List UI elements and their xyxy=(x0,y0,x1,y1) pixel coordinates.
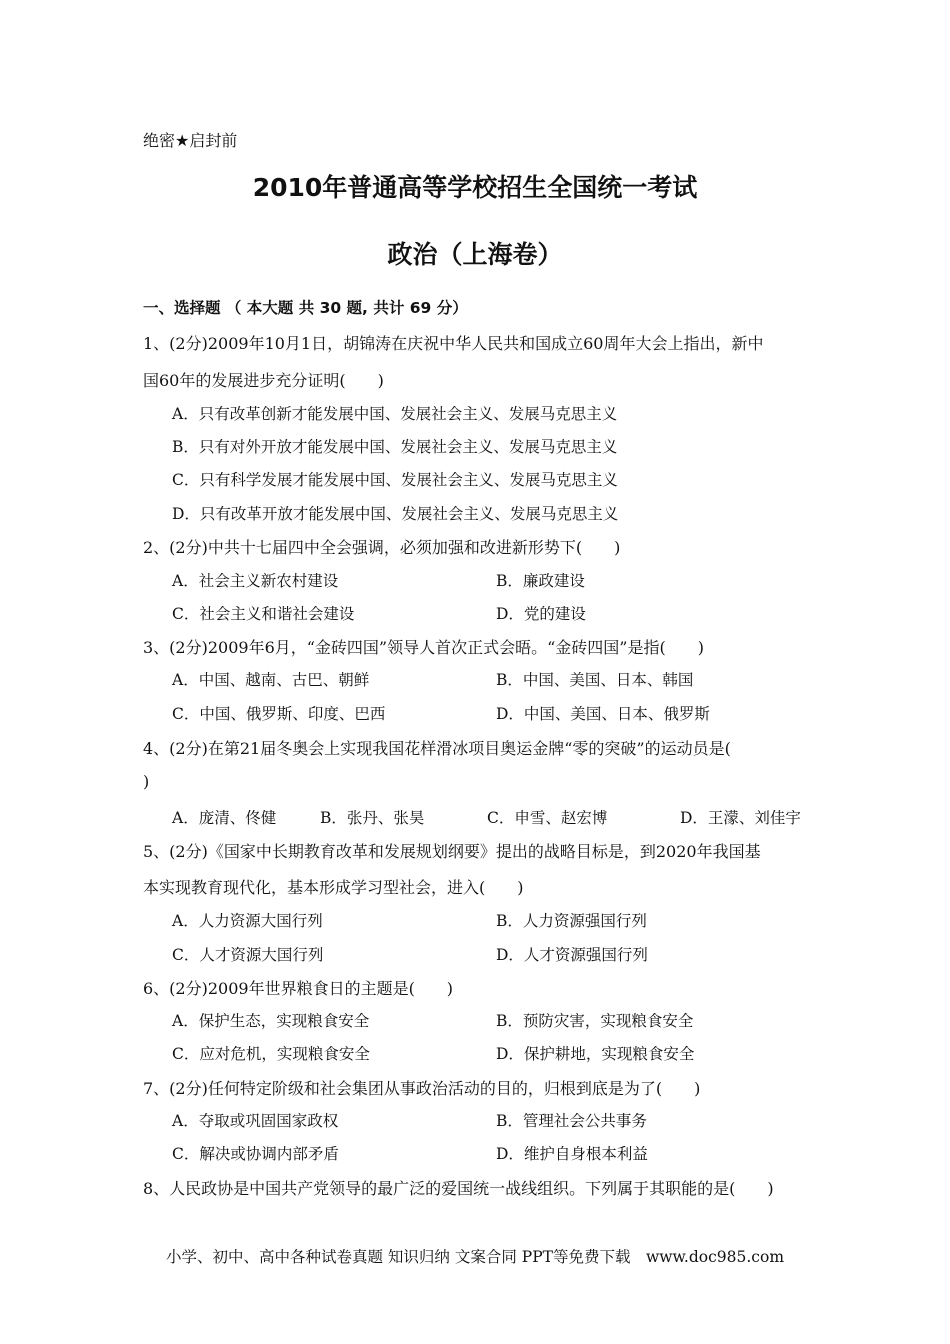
q2-option-b: B．廉政建设 xyxy=(496,572,585,590)
secret-mark: 绝密★启封前 xyxy=(143,131,238,150)
page-footer: 小学、初中、高中各种试卷真题 知识归纳 文案合同 PPT等免费下载 www.doc985.com xyxy=(165,1248,785,1266)
q7-option-b: B．管理社会公共事务 xyxy=(496,1112,647,1130)
section-heading: 一、选择题 （ 本大题 共 30 题, 共计 69 分） xyxy=(143,299,468,317)
q6-option-c: C．应对危机，实现粮食安全 xyxy=(172,1045,370,1063)
q1-option-c: C．只有科学发展才能发展中国、发展社会主义、发展马克思主义 xyxy=(172,471,618,489)
q1-option-a: A．只有改革创新才能发展中国、发展社会主义、发展马克思主义 xyxy=(172,405,618,423)
q1-option-d: D．只有改革开放才能发展中国、发展社会主义、发展马克思主义 xyxy=(172,505,619,523)
q6-option-d: D．保护耕地，实现粮食安全 xyxy=(496,1045,695,1063)
q7-option-c: C．解决或协调内部矛盾 xyxy=(172,1145,339,1163)
question-1-stem: 1、(2分)2009年10月1日，胡锦涛在庆祝中华人民共和国成立60周年大会上指出，新中 xyxy=(143,334,764,353)
q6-option-a: A．保护生态，实现粮食安全 xyxy=(172,1012,370,1030)
q4-option-d: D．王濛、刘佳宇 xyxy=(680,809,801,827)
q3-option-c: C．中国、俄罗斯、印度、巴西 xyxy=(172,705,386,723)
q7-option-d: D．维护自身根本利益 xyxy=(496,1145,648,1163)
question-3-stem: 3、(2分)2009年6月，“金砖四国”领导人首次正式会晤。“金砖四国”是指( ) xyxy=(143,638,704,657)
q6-option-b: B．预防灾害，实现粮食安全 xyxy=(496,1012,694,1030)
q5-option-b: B．人力资源强国行列 xyxy=(496,912,647,930)
q3-option-b: B．中国、美国、日本、韩国 xyxy=(496,671,694,689)
question-4-stem: 4、(2分)在第21届冬奥会上实现我国花样滑冰项目奥运金牌“零的突破”的运动员是( xyxy=(143,739,731,758)
q4-option-b: B．张丹、张昊 xyxy=(320,809,425,827)
question-6-stem: 6、(2分)2009年世界粮食日的主题是( ) xyxy=(143,979,454,998)
q2-option-a: A．社会主义新农村建设 xyxy=(172,572,339,590)
question-1-stem-cont: 国60年的发展进步充分证明( ) xyxy=(143,371,384,390)
question-2-stem: 2、(2分)中共十七届四中全会强调，必须加强和改进新形势下( ) xyxy=(143,538,621,557)
q5-option-c: C．人才资源大国行列 xyxy=(172,946,324,964)
q4-option-a: A．庞清、佟健 xyxy=(172,809,277,827)
q3-option-a: A．中国、越南、古巴、朝鲜 xyxy=(172,671,370,689)
question-8-stem: 8、人民政协是中国共产党领导的最广泛的爱国统一战线组织。下列属于其职能的是( ) xyxy=(143,1179,774,1198)
q4-option-c: C．申雪、赵宏博 xyxy=(487,809,608,827)
q5-option-d: D．人才资源强国行列 xyxy=(496,946,648,964)
question-7-stem: 7、(2分)任何特定阶级和社会集团从事政治活动的目的，归根到底是为了( ) xyxy=(143,1079,701,1098)
question-5-stem-cont: 本实现教育现代化，基本形成学习型社会，进入( ) xyxy=(143,878,524,897)
q1-option-b: B．只有对外开放才能发展中国、发展社会主义、发展马克思主义 xyxy=(172,438,618,456)
q3-option-d: D．中国、美国、日本、俄罗斯 xyxy=(496,705,710,723)
q5-option-a: A．人力资源大国行列 xyxy=(172,912,323,930)
question-4-stem-cont: ) xyxy=(143,772,150,791)
q7-option-a: A．夺取或巩固国家政权 xyxy=(172,1112,339,1130)
q2-option-d: D．党的建设 xyxy=(496,605,586,623)
question-5-stem: 5、(2分)《国家中长期教育改革和发展规划纲要》提出的战略目标是，到2020年我国基 xyxy=(143,842,761,861)
q2-option-c: C．社会主义和谐社会建设 xyxy=(172,605,355,623)
exam-subtitle: 政治（上海卷） xyxy=(387,240,563,269)
exam-title: 2010年普通高等学校招生全国统一考试 xyxy=(252,173,698,202)
